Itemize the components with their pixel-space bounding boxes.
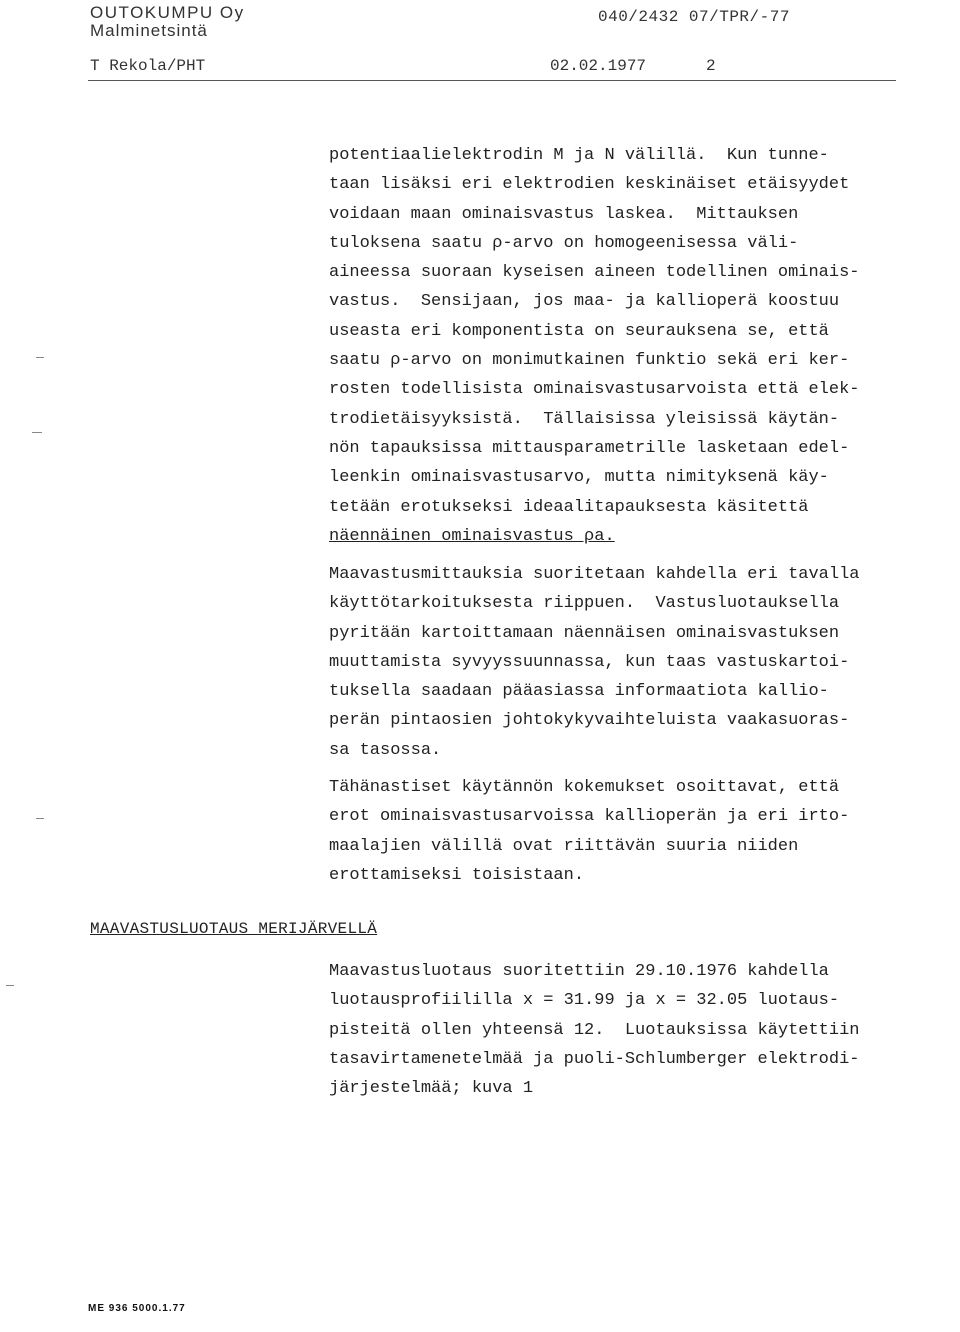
text-line: aineessa suoraan kyseisen aineen todellinen ominais- xyxy=(329,263,860,283)
text-line: erot ominaisvastusarvoissa kallioperän ja eri irto- xyxy=(329,807,850,827)
text-line: luotausprofiililla x = 31.99 ja x = 32.05 luotaus- xyxy=(329,991,840,1011)
scan-mark xyxy=(36,818,44,819)
scan-mark xyxy=(32,432,42,433)
text-line: tuloksena saatu ρ-arvo on homogeenisessa väli- xyxy=(329,233,799,253)
document-date: 02.02.1977 xyxy=(550,57,647,75)
text-line: vastus. Sensijaan, jos maa- ja kallioperä koostuu xyxy=(329,292,840,312)
text-line: perän pintaosien johtokykyvaihteluista vaakasuoras- xyxy=(329,711,850,731)
paragraph-3 xyxy=(329,773,909,890)
company-name: OUTOKUMPU Oy xyxy=(90,3,245,22)
text-line: Maavastusmittauksia suoritetaan kahdella eri tavalla xyxy=(329,565,860,584)
text-line: käyttötarkoituksesta riippuen. Vastusluotauksella xyxy=(329,594,840,614)
company-division: Malminetsintä xyxy=(90,21,208,40)
text-line: voidaan maan ominaisvastus laskea. Mittauksen xyxy=(329,204,799,224)
text-line: muuttamista syvyyssuunnassa, kun taas vastuskartoi- xyxy=(329,652,850,672)
text-line: tetään erotukseksi ideaalitapauksesta käsitettä xyxy=(329,497,809,517)
text-line: taan lisäksi eri elektrodien keskinäiset etäisyydet xyxy=(329,175,850,195)
text-line: potentiaalielektrodin M ja N välillä. Kun tunne- xyxy=(329,146,829,165)
scan-mark xyxy=(36,357,44,358)
text-line: trodietäisyyksistä. Tällaisissa yleisissä käytän- xyxy=(329,409,840,429)
author: T Rekola/PHT xyxy=(90,57,206,75)
text-line: leenkin ominaisvastusarvo, mutta nimityksenä käy- xyxy=(329,468,829,488)
paragraph-2 xyxy=(329,560,909,765)
text-line: pisteitä ollen yhteensä 12. Luotauksissa käytettiin xyxy=(329,1020,860,1040)
text-line: näennäinen ominaisvastus ρa. xyxy=(329,526,615,546)
paragraph-1 xyxy=(329,141,909,551)
text-line: Tähänastiset käytännön kokemukset osoittavat, että xyxy=(329,778,840,797)
page-number: 2 xyxy=(706,57,716,75)
header-divider xyxy=(88,80,896,81)
form-code: ME 936 5000.1.77 xyxy=(88,1303,186,1314)
text-line: erottamiseksi toisistaan. xyxy=(329,865,585,885)
text-line: useasta eri komponentista on seurauksena se, että xyxy=(329,321,829,341)
text-line: rosten todellisista ominaisvastusarvoista että elek- xyxy=(329,380,860,400)
document-number: 040/2432 07/TPR/-77 xyxy=(598,8,790,26)
company-block xyxy=(90,4,245,40)
section-paragraph xyxy=(329,957,909,1103)
text-line: tasavirtamenetelmää ja puoli-Schlumberger elektrodi- xyxy=(329,1049,860,1069)
text-line: saatu ρ-arvo on monimutkainen funktio sekä eri ker- xyxy=(329,351,850,371)
text-line: maalajien välillä ovat riittävän suuria niiden xyxy=(329,836,799,856)
text-line: sa tasossa. xyxy=(329,740,442,760)
text-line: pyritään kartoittamaan näennäisen ominaisvastuksen xyxy=(329,623,840,643)
text-line: nön tapauksissa mittausparametrille lasketaan edel- xyxy=(329,438,850,458)
scan-mark xyxy=(6,985,14,986)
text-line: tuksella saadaan pääasiassa informaatiota kallio- xyxy=(329,682,829,702)
section-heading: MAAVASTUSLUOTAUS MERIJÄRVELLÄ xyxy=(90,920,378,938)
text-line: Maavastusluotaus suoritettiin 29.10.1976 kahdella xyxy=(329,962,829,981)
text-line: järjestelmää; kuva 1 xyxy=(329,1079,534,1099)
